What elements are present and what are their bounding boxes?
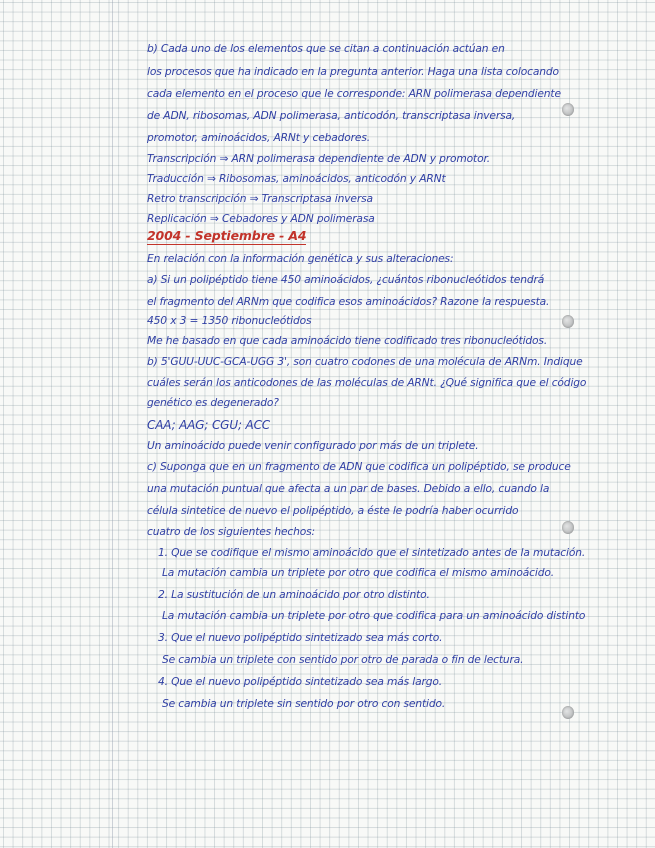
case-2-answer: La mutación cambia un triplete por otro que codifica para un aminoácido distinto <box>162 609 586 622</box>
answer-degenerate-code: Un aminoácido puede venir configurado por más de un triplete. <box>147 439 479 452</box>
question-c-line-1: c) Suponga que en un fragmento de ADN que codifica un polipéptido, se produce <box>147 460 571 473</box>
answer-anticodons: CAA; AAG; CGU; ACC <box>147 418 271 432</box>
question-b-line-3: cada elemento en el proceso que le corresponde: ARN polimerasa dependiente <box>147 87 561 100</box>
question-b2-line-2: cuáles serán los anticodones de las moléculas de ARNt. ¿Qué significa que el código <box>147 376 587 389</box>
question-c-line-2: una mutación puntual que afecta a un par de bases. Debido a ello, cuando la <box>147 482 550 495</box>
case-4-answer: Se cambia un triplete sin sentido por otro con sentido. <box>162 697 446 710</box>
answer-reverse-transcription: Retro transcripción ⇒ Transcriptasa inversa <box>147 192 373 205</box>
exam-heading: 2004 - Septiembre - A4 <box>147 228 307 243</box>
question-b-line-2: los procesos que ha indicado en la pregunta anterior. Haga una lista colocando <box>147 65 559 78</box>
question-c-line-4: cuatro de los siguientes hechos: <box>147 525 316 538</box>
case-1-answer: La mutación cambia un triplete por otro que codifica el mismo aminoácido. <box>162 566 554 579</box>
answer-transcription: Transcripción ⇒ ARN polimerasa dependiente de ADN y promotor. <box>147 152 490 165</box>
answer-replication: Replicación ⇒ Cebadores y ADN polimerasa <box>147 212 375 225</box>
question-b2-line-1: b) 5'GUU-UUC-GCA-UGG 3', son cuatro codones de una molécula de ARNm. Indique <box>147 355 583 368</box>
answer-a-reasoning: Me he basado en que cada aminoácido tiene codificado tres ribonucleótidos. <box>147 334 548 347</box>
case-1: 1. Que se codifique el mismo aminoácido que el sintetizado antes de la mutación. <box>158 546 586 559</box>
question-b2-line-3: genético es degenerado? <box>147 396 279 409</box>
case-2: 2. La sustitución de un aminoácido por otro distinto. <box>158 588 430 601</box>
question-c-line-3: célula sintetice de nuevo el polipéptido, a éste le podría haber ocurrido <box>147 504 519 517</box>
case-3: 3. Que el nuevo polipéptido sintetizado sea más corto. <box>158 631 443 644</box>
question-b-line-4: de ADN, ribosomas, ADN polimerasa, anticodón, transcriptasa inversa, <box>147 109 516 122</box>
question-b-line-1: b) Cada uno de los elementos que se citan a continuación actúan en <box>147 42 505 55</box>
answer-a-calculation: 450 x 3 = 1350 ribonucleótidos <box>147 314 312 327</box>
question-b-line-5: promotor, aminoácidos, ARNt y cebadores. <box>147 131 371 144</box>
case-4: 4. Que el nuevo polipéptido sintetizado sea más largo. <box>158 675 443 688</box>
question-intro: En relación con la información genética y sus alteraciones: <box>147 252 454 265</box>
question-a-line-2: el fragmento del ARNm que codifica esos aminoácidos? Razone la respuesta. <box>147 295 550 308</box>
answer-translation: Traducción ⇒ Ribosomas, aminoácidos, anticodón y ARNt <box>147 172 446 185</box>
case-3-answer: Se cambia un triplete con sentido por otro de parada o fin de lectura. <box>162 653 524 666</box>
question-a-line-1: a) Si un polipéptido tiene 450 aminoácidos, ¿cuántos ribonucleótidos tendrá <box>147 273 545 286</box>
